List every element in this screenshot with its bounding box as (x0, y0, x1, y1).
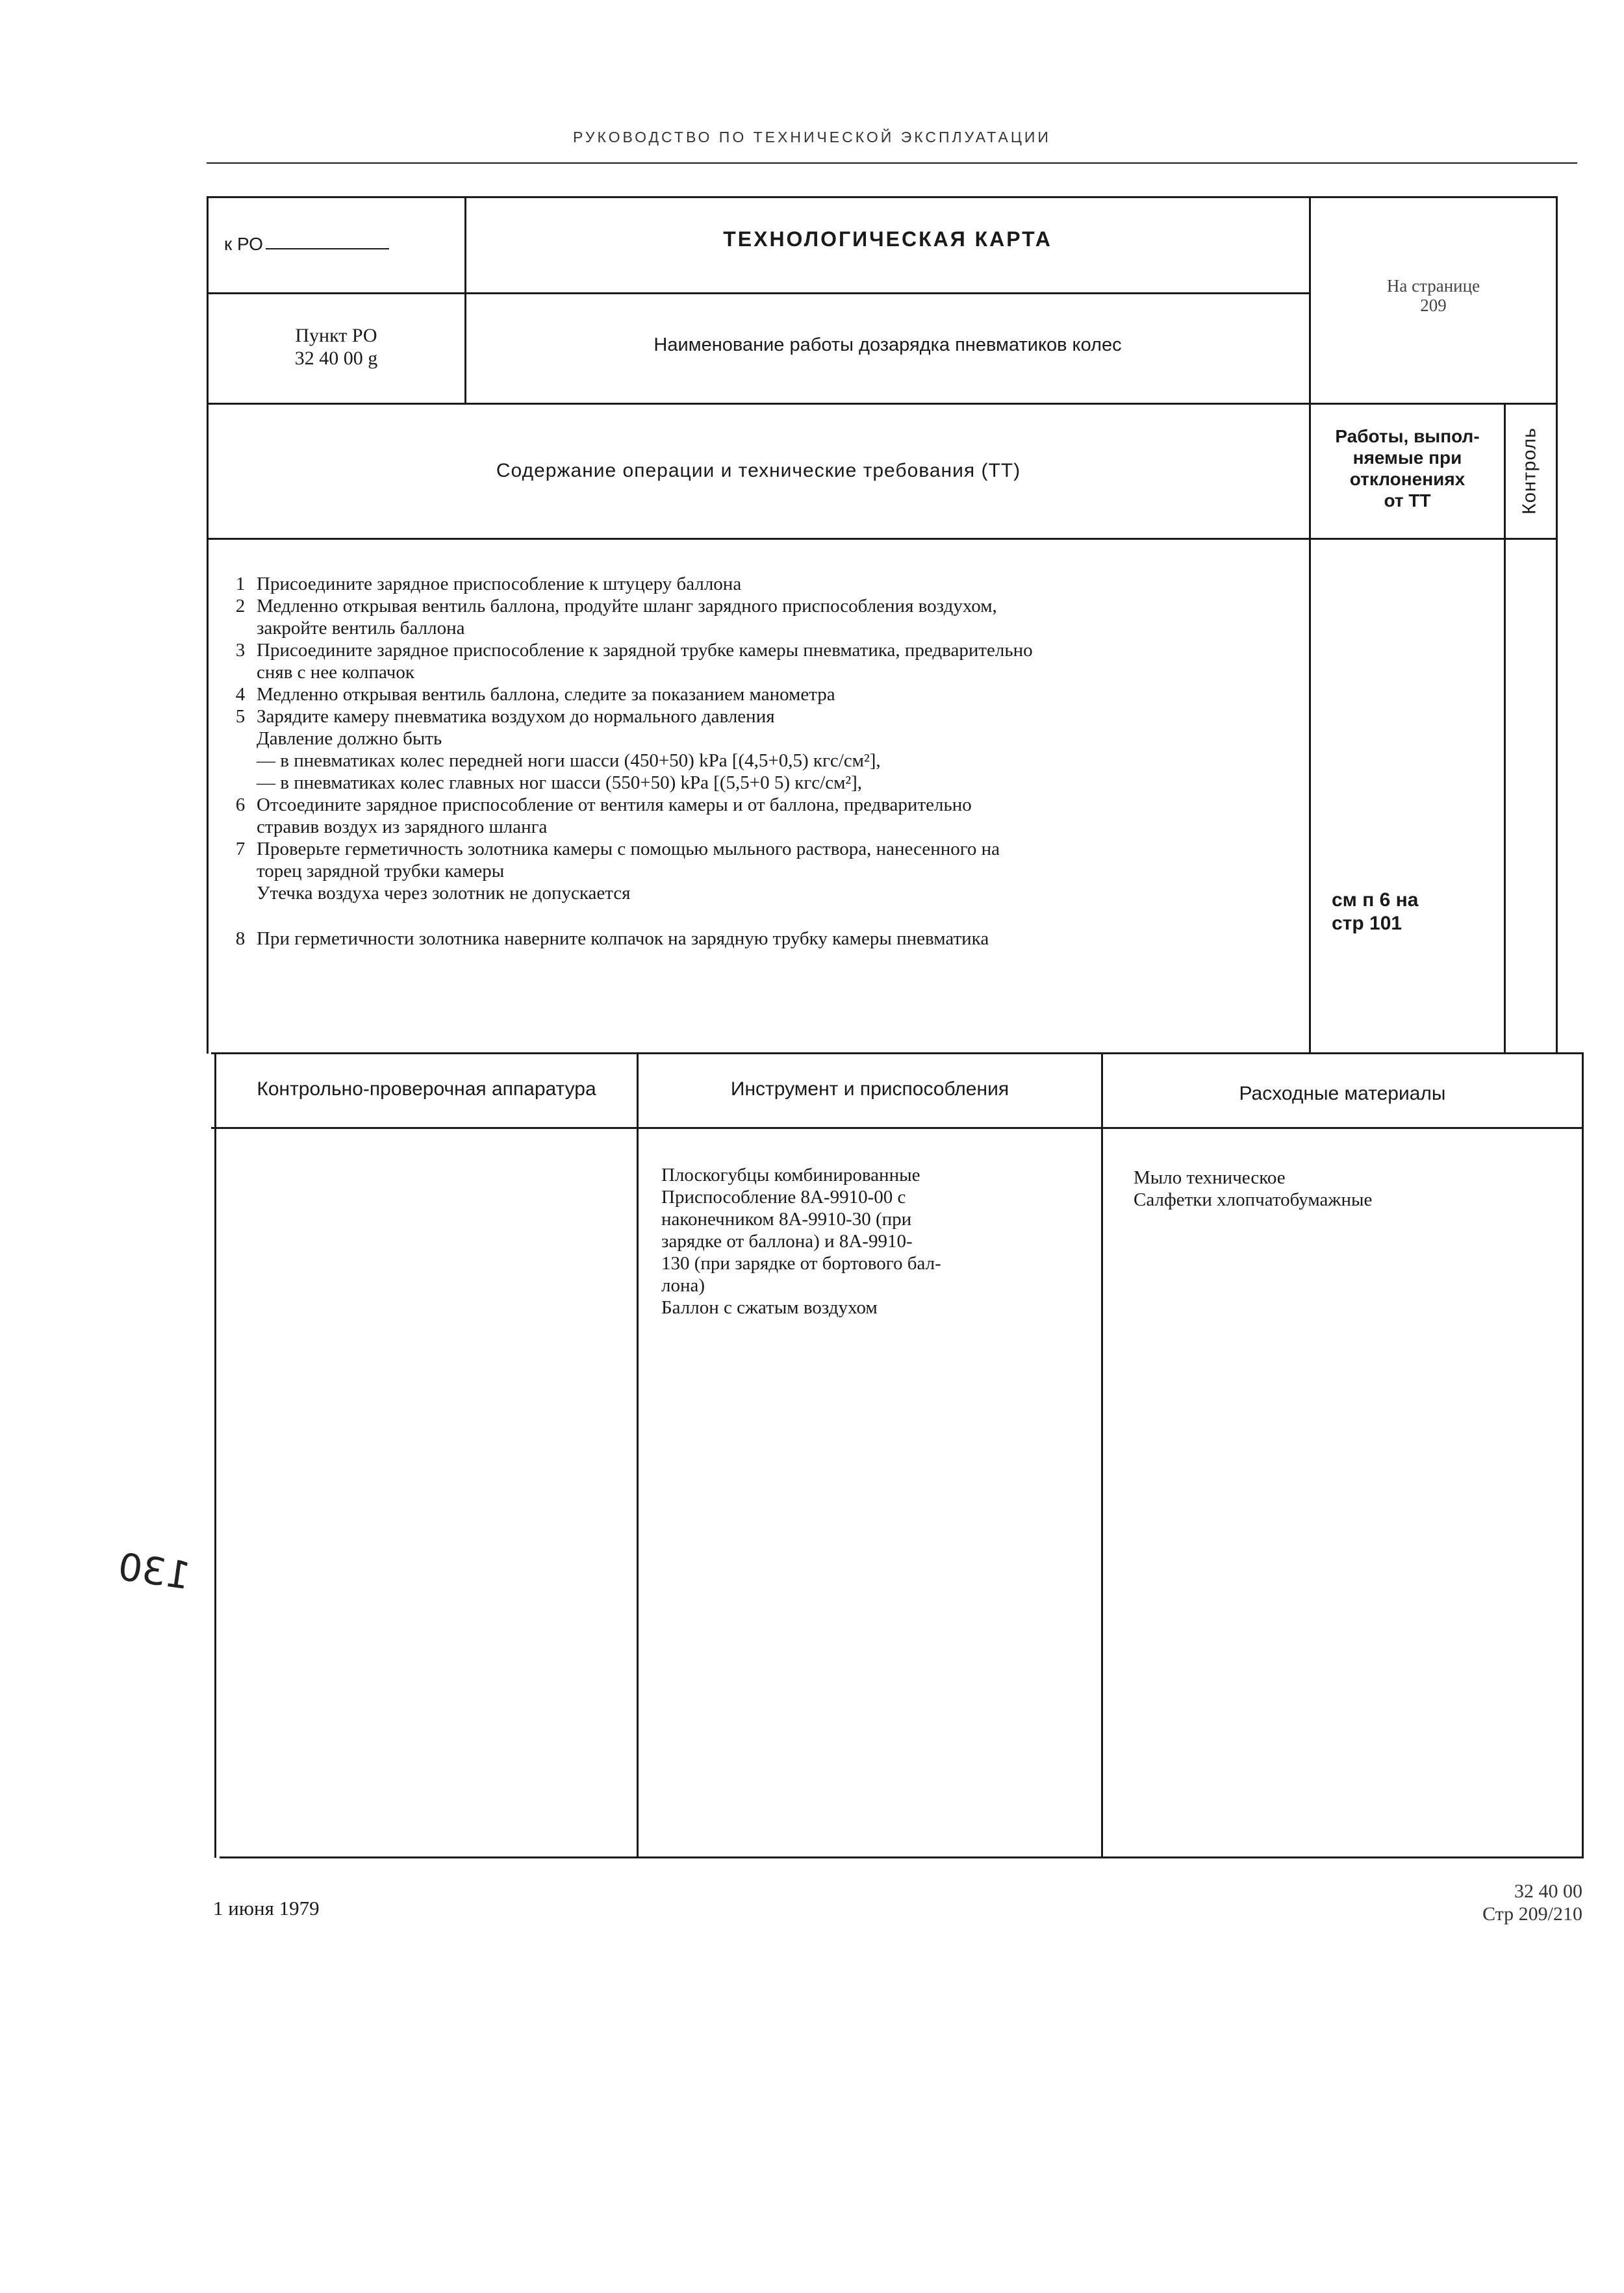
list-item: Приспособление 8А-9910-00 с (661, 1187, 906, 1208)
operations-list: 1 Присоедините зарядное приспособление к штуцеру баллона 2 Медленно открывая вентиль баллона, продуйте шланг зарядного приспособления воздухом, закройте вентиль баллона 3 Присоедините зарядное приспособление к зарядной трубке камеры пневматика, предварительно сняв с нее колпачок 4 Медленно открывая вентиль баллона, следите за показанием манометра 5 Зарядите камеру пневматика воздухом до нормального давления Давление должно быть — в пневматиках колес передней ноги шасси (450+50) kPa [(4,5+0,5) кгс/см²], — в пневматиках колес главных ног шасси (550+50) kPa [(5,5+0 5) кгс/см²], 6 Отсоедините зарядное приспособление от вентиля камеры и от баллона, предварительно стравив воздух из зарядного шланга 7 Проверьте герметичность золотника камеры с помощью мыльного раствора, нанесенного на торец зарядной трубки камеры Утечка воздуха через золотник не допускается 8 При герметичности золотника наверните колпачок на зарядную трубку камеры пневматика (224, 573, 1302, 950)
list-item: Баллон с сжатым воздухом (661, 1297, 878, 1318)
tools-list (661, 1164, 941, 1319)
footer-date: 1 июня 1979 (213, 1897, 320, 1919)
materials-list (1134, 1167, 1372, 1211)
operation-item: 4 Медленно открывая вентиль баллона, следите за показанием манометра (235, 684, 835, 705)
ref-blank-line (266, 248, 389, 249)
ref-label: к РО (224, 234, 389, 255)
list-item: Салфетки хлопчатобумажные (1134, 1189, 1373, 1210)
operation-item: 1 Присоедините зарядное приспособление к штуцеру баллона (235, 574, 742, 594)
deviation-note: см п 6 на стр 101 (1332, 889, 1419, 934)
list-item: зарядке от баллона) и 8А-9910- (661, 1231, 913, 1252)
on-page-label: На странице (1386, 276, 1480, 296)
item-value: 32 40 00 g (294, 348, 378, 369)
list-item: Плоскогубцы комбинированные (661, 1165, 920, 1185)
margin-handwriting: 130 (115, 1544, 193, 1599)
operation-item: 2 Медленно открывая вентиль баллона, продуйте шланг зарядного приспособления воздухом, (235, 596, 997, 616)
running-head: РУКОВОДСТВО ПО ТЕХНИЧЕСКОЙ ЭКСПЛУАТАЦИИ (573, 129, 1051, 146)
card-title: ТЕХНОЛОГИЧЕСКАЯ КАРТА (723, 227, 1052, 251)
content-column-header: Содержание операции и технические требования (ТТ) (496, 460, 1021, 481)
on-page-value: 209 (1420, 296, 1447, 315)
deviation-column-header: Работы, выпол- няемые при отклонениях от ТТ (1335, 426, 1480, 511)
table-bottom-border (220, 1856, 1584, 1858)
item-label: Пункт РО (295, 325, 377, 346)
operation-item: 6 Отсоедините зарядное приспособление от вентиля камеры и от баллона, предварительно (235, 794, 972, 815)
list-item: 130 (при зарядке от бортового бал- (661, 1253, 941, 1274)
materials-header: Расходные материалы (1239, 1083, 1446, 1104)
work-name: Наименование работы дозарядка пневматиков колес (653, 335, 1122, 355)
operation-item: 8 При герметичности золотника наверните колпачок на зарядную трубку камеры пневматика (235, 928, 989, 949)
equipment-header: Контрольно-проверочная аппаратура (257, 1078, 596, 1100)
operation-item: 3 Присоедините зарядное приспособление к зарядной трубке камеры пневматика, предварительно (235, 640, 1033, 661)
header-rule (207, 162, 1577, 164)
tools-header: Инструмент и приспособления (730, 1078, 1009, 1100)
table-right-border (1556, 196, 1558, 1054)
list-item: Мыло техническое (1134, 1167, 1286, 1188)
footer-code: 32 40 00 (1514, 1881, 1582, 1902)
footer-page: Стр 209/210 (1482, 1903, 1582, 1925)
table-top-border (207, 196, 1558, 198)
control-column-header: Контроль (1519, 427, 1540, 514)
operation-item: 7 Проверьте герметичность золотника камеры с помощью мыльного раствора, нанесенного на (235, 839, 1000, 859)
list-item: лона) (661, 1275, 705, 1296)
operation-item: 5 Зарядите камеру пневматика воздухом до нормального давления (235, 706, 775, 727)
list-item: наконечником 8А-9910-30 (при (661, 1209, 912, 1230)
